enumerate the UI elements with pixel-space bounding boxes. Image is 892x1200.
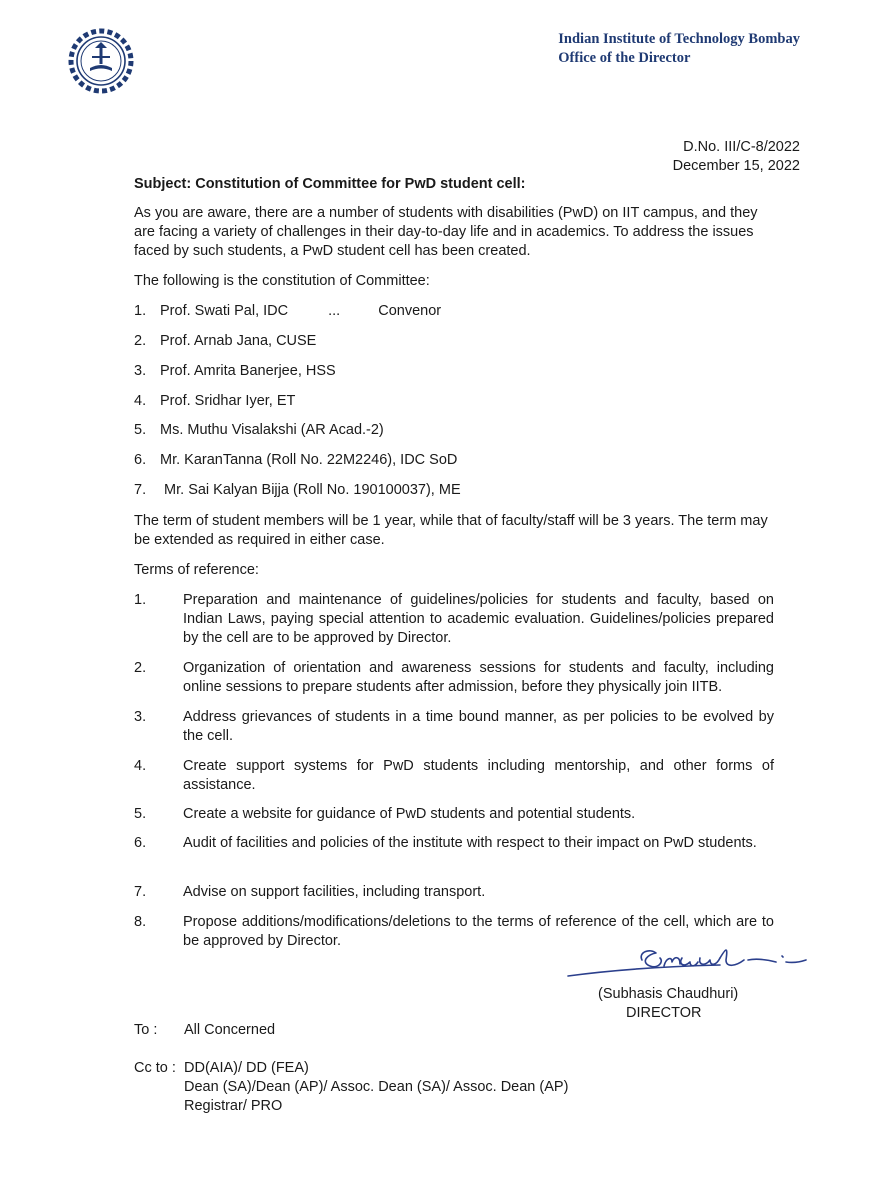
term-number: 5. — [134, 806, 147, 822]
member-name: Mr. KaranTanna (Roll No. 22M2246), IDC SoD — [160, 452, 458, 468]
intro-paragraph: As you are aware, there are a number of students with disabilities (PwD) on IIT campus, and they are facing a variety of challenges in their day-to-day life and in academics. To address the issues faced by such students, a PwD student cell has been created. — [134, 205, 758, 259]
member-name: Prof. Sridhar Iyer, ET — [160, 393, 296, 409]
member-name: Ms. Muthu Visalakshi (AR Acad.-2) — [160, 422, 384, 438]
term-text: Create a website for guidance of PwD students and potential students. — [183, 806, 636, 822]
term-text: Create support systems for PwD students including mentorship, and other forms of assistance. — [183, 758, 774, 793]
member-item — [134, 392, 295, 411]
term-number: 6. — [134, 835, 147, 851]
member-name: Prof. Arnab Jana, CUSE — [160, 333, 317, 349]
member-number: 6. — [134, 452, 147, 468]
institute-name: Indian Institute of Technology Bombay — [558, 31, 800, 47]
signatory-name: (Subhasis Chaudhuri) — [598, 986, 739, 1002]
term-item — [134, 805, 774, 824]
member-number: 4. — [134, 393, 147, 409]
cc-line: DD(AIA)/ DD (FEA) — [184, 1060, 309, 1076]
member-item — [134, 332, 316, 351]
cc-line: Registrar/ PRO — [184, 1098, 283, 1114]
reference-number: D.No. III/C-8/2022 — [683, 139, 800, 155]
term-paragraph: The term of student members will be 1 year, while that of faculty/staff will be 3 years. The term may be extended as required in either case. — [134, 513, 768, 548]
member-number: 5. — [134, 422, 147, 438]
cc-line: Dean (SA)/Dean (AP)/ Assoc. Dean (SA)/ Assoc. Dean (AP) — [184, 1079, 569, 1095]
cc-list — [184, 1059, 568, 1116]
term-text: Address grievances of students in a time bound manner, as per policies to be evolved by the cell. — [183, 709, 774, 744]
to-label: To : — [134, 1022, 158, 1038]
term-text: Propose additions/modifications/deletions to the terms of reference of the cell, which are to be approved by Director. — [183, 914, 774, 949]
signatory-title: DIRECTOR — [626, 1005, 702, 1021]
to-value: All Concerned — [184, 1022, 276, 1038]
term-number: 8. — [134, 914, 147, 930]
iitb-emblem-icon — [66, 26, 136, 96]
term-item — [134, 591, 774, 648]
member-item — [134, 421, 384, 440]
terms-heading: Terms of reference: — [134, 562, 259, 578]
term-item — [134, 883, 774, 902]
member-role: Convenor — [378, 303, 442, 319]
member-number: 1. — [134, 303, 147, 319]
reference-block — [673, 138, 800, 176]
letterhead — [558, 30, 800, 68]
term-text: Audit of facilities and policies of the institute with respect to their impact on PwD students. — [183, 835, 757, 851]
director-signature — [560, 936, 820, 986]
term-item — [134, 834, 774, 853]
office-name: Office of the Director — [558, 50, 691, 66]
term-text: Preparation and maintenance of guidelines/policies for students and faculty, based on Indian Laws, paying special attention to academic evaluation. Guidelines/policies prepared by the cell are to be approved by Director. — [183, 592, 774, 646]
member-name: Prof. Amrita Banerjee, HSS — [160, 363, 336, 379]
member-item — [134, 481, 461, 500]
term-number: 4. — [134, 758, 147, 774]
term-number: 1. — [134, 592, 147, 608]
member-number: 2. — [134, 333, 147, 349]
term-number: 2. — [134, 660, 147, 676]
member-number: 7. — [134, 482, 147, 498]
term-text: Organization of orientation and awareness sessions for students and faculty, including online sessions to prepare students after admission, before they physically join IITB. — [183, 660, 774, 695]
member-item — [134, 302, 441, 321]
member-name: Mr. Sai Kalyan Bijja (Roll No. 190100037), ME — [160, 482, 461, 498]
cc-label: Cc to : — [134, 1060, 176, 1076]
term-number: 7. — [134, 884, 147, 900]
member-separator: ... — [328, 303, 341, 319]
member-number: 3. — [134, 363, 147, 379]
term-number: 3. — [134, 709, 147, 725]
member-item — [134, 362, 336, 381]
member-name: Prof. Swati Pal, IDC — [160, 303, 289, 319]
term-text: Advise on support facilities, including transport. — [183, 884, 486, 900]
term-item — [134, 659, 774, 697]
member-item — [134, 451, 457, 470]
subject-line: Subject: Constitution of Committee for PwD student cell: — [134, 176, 526, 192]
constitution-heading: The following is the constitution of Committee: — [134, 273, 430, 289]
term-item — [134, 757, 774, 795]
term-item — [134, 708, 774, 746]
reference-date: December 15, 2022 — [672, 158, 800, 174]
